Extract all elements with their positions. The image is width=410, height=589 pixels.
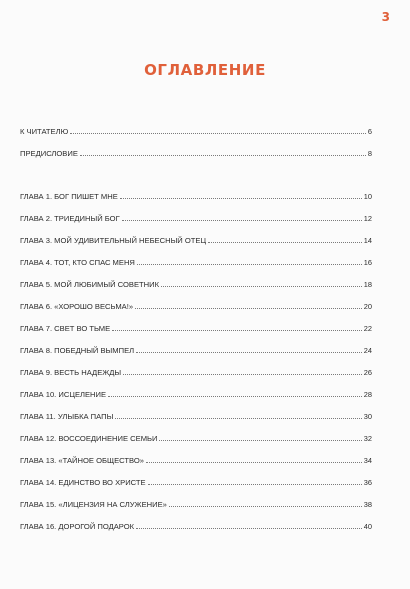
toc-entry-label: ГЛАВА 7. СВЕТ ВО ТЬМЕ <box>20 324 111 333</box>
toc-entry-chapter-12[interactable] <box>20 431 372 443</box>
toc-entry-label: ГЛАВА 9. ВЕСТЬ НАДЕЖДЫ <box>20 368 122 377</box>
toc-entry-page: 10 <box>363 192 372 201</box>
toc-entry-chapter-13[interactable] <box>20 453 372 465</box>
toc-entry-label: ГЛАВА 14. ЕДИНСТВО ВО ХРИСТЕ <box>20 478 146 487</box>
dot-leader <box>136 352 362 353</box>
toc-entry-label: К ЧИТАТЕЛЮ <box>20 127 69 136</box>
toc-entry-label: ГЛАВА 15. «ЛИЦЕНЗИЯ НА СЛУЖЕНИЕ» <box>20 500 167 509</box>
dot-leader <box>120 198 362 199</box>
toc-entry-label: ГЛАВА 5. МОЙ ЛЮБИМЫЙ СОВЕТНИК <box>20 280 160 289</box>
toc-entry-page: 8 <box>367 149 372 158</box>
toc-entry-label: ГЛАВА 6. «ХОРОШО ВЕСЬМА!» <box>20 302 134 311</box>
toc-entry-label: ГЛАВА 2. ТРИЕДИНЫЙ БОГ <box>20 214 120 223</box>
dot-leader <box>148 484 362 485</box>
toc-entry-page: 12 <box>363 214 372 223</box>
toc-entry-label: ПРЕДИСЛОВИЕ <box>20 149 78 158</box>
dot-leader <box>208 242 362 243</box>
toc-entry-page: 36 <box>363 478 372 487</box>
toc-entry-page: 34 <box>363 456 372 465</box>
toc-entry-page: 24 <box>363 346 372 355</box>
toc-entry-page: 16 <box>363 258 372 267</box>
toc-entry-chapter-1[interactable] <box>20 189 372 201</box>
toc-entry-page: 30 <box>363 412 372 421</box>
dot-leader <box>108 396 362 397</box>
toc-entry-label: ГЛАВА 13. «ТАЙНОЕ ОБЩЕСТВО» <box>20 456 144 465</box>
toc-entry-page: 22 <box>363 324 372 333</box>
dot-leader <box>115 418 361 419</box>
toc-entry-chapter-7[interactable] <box>20 321 372 333</box>
dot-leader <box>123 374 362 375</box>
page-number: 3 <box>381 10 390 24</box>
toc-entry-chapter-5[interactable] <box>20 277 372 289</box>
toc-entry-chapter-2[interactable] <box>20 211 372 223</box>
dot-leader <box>136 528 362 529</box>
dot-leader <box>146 462 362 463</box>
toc-entry-label: ГЛАВА 1. БОГ ПИШЕТ МНЕ <box>20 192 118 201</box>
toc-entry-chapter-11[interactable] <box>20 409 372 421</box>
toc-entry-preface[interactable] <box>20 146 372 158</box>
toc-entry-chapter-3[interactable] <box>20 233 372 245</box>
toc-entry-label: ГЛАВА 10. ИСЦЕЛЕНИЕ <box>20 390 107 399</box>
toc-entry-page: 38 <box>363 500 372 509</box>
toc-entry-chapter-16[interactable] <box>20 519 372 531</box>
toc-entry-chapter-10[interactable] <box>20 387 372 399</box>
toc-entry-page: 6 <box>367 127 372 136</box>
toc-entry-to-reader[interactable] <box>20 124 372 136</box>
toc-entry-page: 20 <box>363 302 372 311</box>
toc-entry-chapter-15[interactable] <box>20 497 372 509</box>
toc-entry-label: ГЛАВА 16. ДОРОГОЙ ПОДАРОК <box>20 522 135 531</box>
toc-entry-page: 28 <box>363 390 372 399</box>
toc-entry-label: ГЛАВА 11. УЛЫБКА ПАПЫ <box>20 412 114 421</box>
dot-leader <box>135 308 362 309</box>
toc-entry-page: 40 <box>363 522 372 531</box>
toc-entry-page: 18 <box>363 280 372 289</box>
toc-entry-page: 14 <box>363 236 372 245</box>
dot-leader <box>159 440 361 441</box>
toc-entry-label: ГЛАВА 12. ВОССОЕДИНЕНИЕ СЕМЬИ <box>20 434 158 443</box>
toc-entry-chapter-14[interactable] <box>20 475 372 487</box>
toc-entry-page: 26 <box>363 368 372 377</box>
dot-leader <box>122 220 362 221</box>
toc-entry-chapter-6[interactable] <box>20 299 372 311</box>
page-title: ОГЛАВЛЕНИЕ <box>144 61 266 79</box>
toc-entry-chapter-4[interactable] <box>20 255 372 267</box>
dot-leader <box>112 330 362 331</box>
toc-entry-label: ГЛАВА 3. МОЙ УДИВИТЕЛЬНЫЙ НЕБЕСНЫЙ ОТЕЦ <box>20 236 207 245</box>
toc-entry-label: ГЛАВА 4. ТОТ, КТО СПАС МЕНЯ <box>20 258 135 267</box>
toc-entry-chapter-8[interactable] <box>20 343 372 355</box>
dot-leader <box>137 264 362 265</box>
dot-leader <box>70 133 366 134</box>
dot-leader <box>80 155 366 156</box>
toc-entry-chapter-9[interactable] <box>20 365 372 377</box>
toc-entry-label: ГЛАВА 8. ПОБЕДНЫЙ ВЫМПЕЛ <box>20 346 135 355</box>
dot-leader <box>161 286 362 287</box>
toc-entry-page: 32 <box>363 434 372 443</box>
dot-leader <box>169 506 362 507</box>
